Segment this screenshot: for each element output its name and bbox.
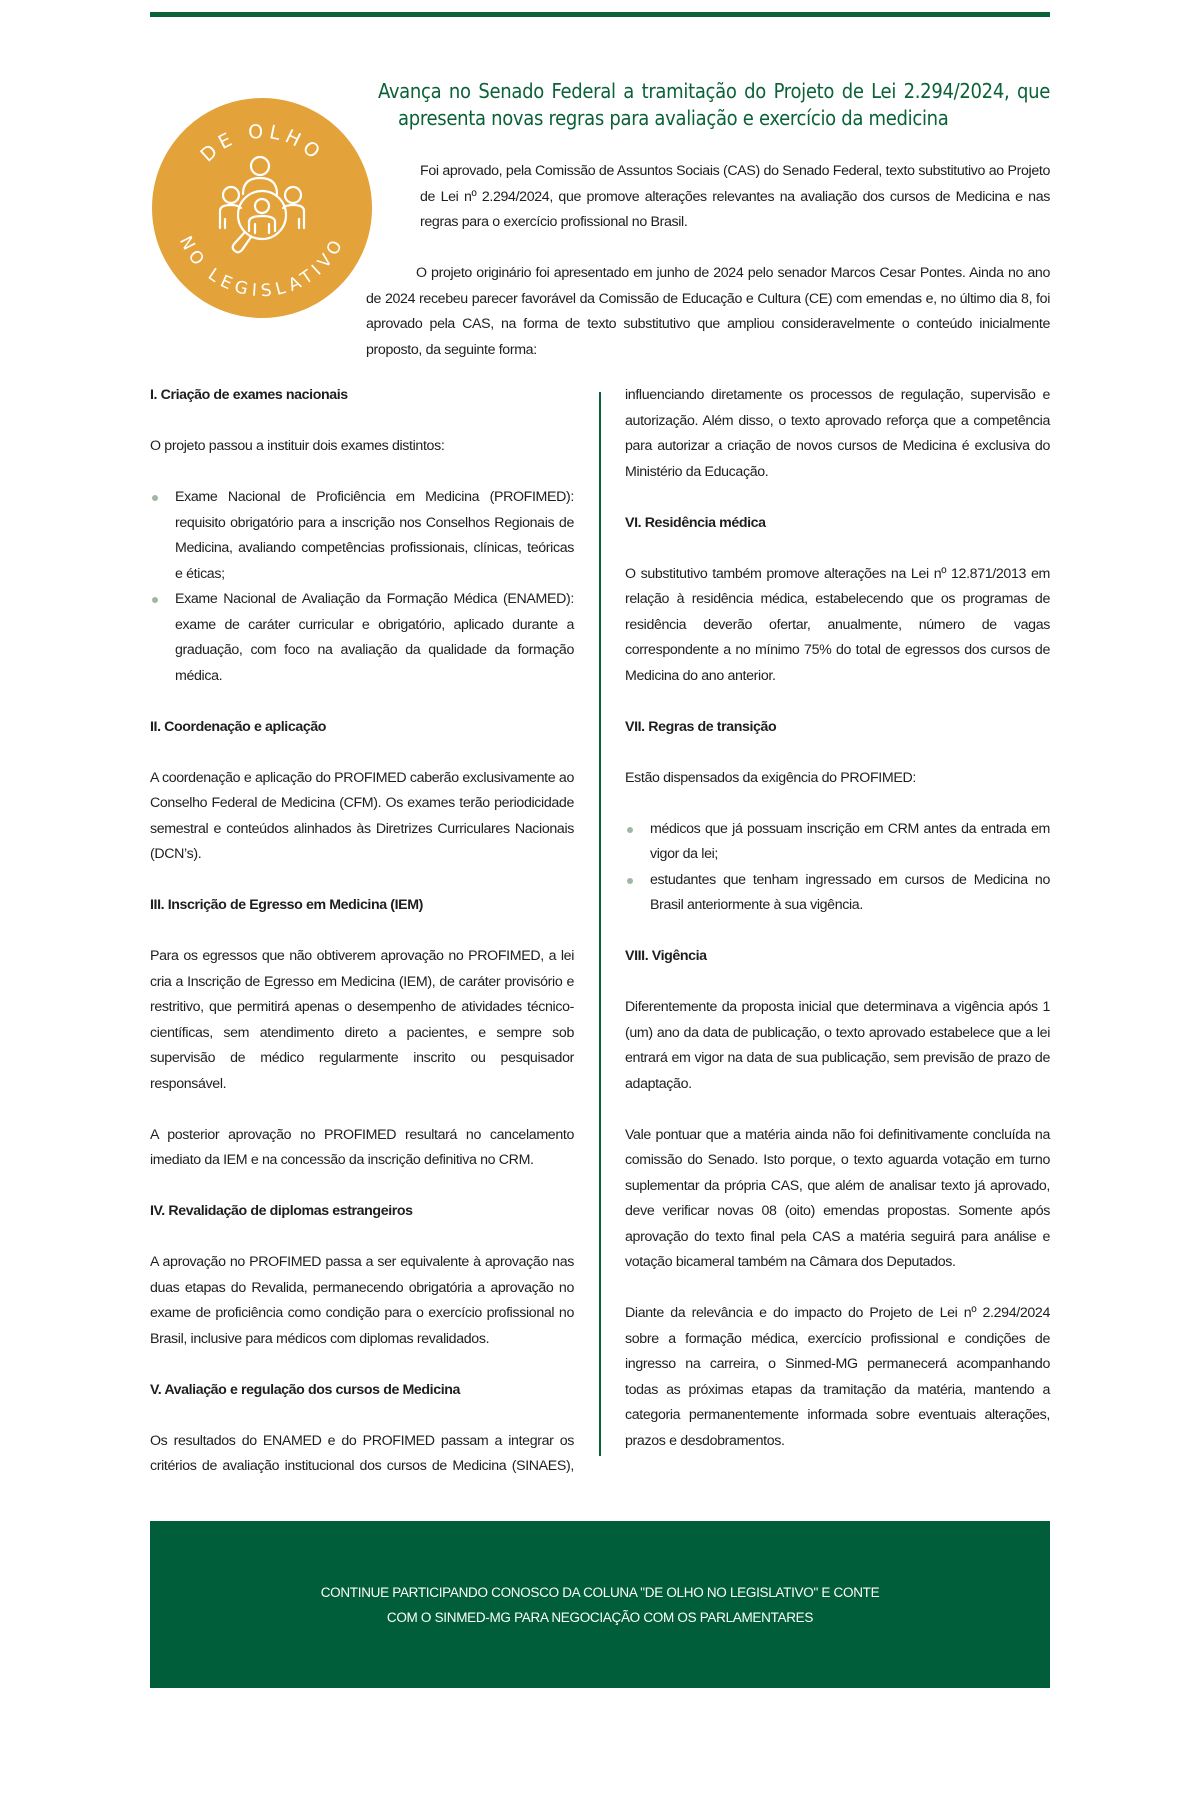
section-5-body-part-1: Os resultados do ENAMED e do PROFIMED passam a integrar os critérios de avaliação institucional dos cursos de Medicina (SINAES), [150, 1432, 574, 1474]
section-heading-8: VIII. Vigência [625, 948, 707, 964]
section-heading-1: I. Criação de exames nacionais [150, 387, 348, 403]
list-item: Exame Nacional de Proficiência em Medicina (PROFIMED): requisito obrigatório para a inscrição nos Conselhos Regionais de Medicina, avaliando competências profissionais, clínicas, teóricas e éticas; [150, 485, 574, 587]
badge-top-text: DE OLHO [196, 120, 328, 167]
right-column [625, 383, 1050, 1454]
section-heading-5: V. Avaliação e regulação dos cursos de Medicina [150, 1381, 461, 1398]
de-olho-no-legislativo-badge [152, 98, 372, 318]
section-8-body-1: Diferentemente da proposta inicial que determinava a vigência após 1 (um) ano da data de publicação, o texto aprovado estabelece que a lei entrará em vigor na data de sua publicação, sem previsão de prazo de adaptação. [625, 999, 1050, 1092]
section-4-body: A aprovação no PROFIMED passa a ser equivalente à aprovação nas duas etapas do Revalida, permanecendo obrigatória a aprovação no exame de proficiência como condição para o exercício profissional no Brasil, inclusive para médicos com diplomas revalidados. [150, 1254, 574, 1347]
bullet-icon [627, 827, 633, 833]
bullet-icon [152, 597, 158, 603]
section-7-intro: Estão dispensados da exigência do PROFIMED: [625, 769, 916, 786]
section-1-intro: O projeto passou a instituir dois exames distintos: [150, 438, 445, 454]
top-divider-bar [150, 12, 1050, 17]
footer-line-1: CONTINUE PARTICIPANDO CONOSCO DA COLUNA "DE OLHO NO LEGISLATIVO" E CONTE [320, 1584, 880, 1600]
section-8-body-2: Vale pontuar que a matéria ainda não foi definitivamente concluída na comissão do Senado. Isto porque, o texto aguarda votação em turno suplementar da própria CAS, que além de analisar texto já aprovado, deve verificar novas 08 (oito) emendas propostas. Somente após aprovação do texto final pela CAS a matéria seguirá para análise e votação bicameral também na Câmara dos Deputados. [625, 1126, 1050, 1270]
section-8-body-3: Diante da relevância e do impacto do Projeto de Lei nº 2.294/2024 sobre a formação médica, exercício profissional e condições de ingresso na carreira, o Sinmed-MG permanecerá acompanhando todas as próximas etapas da tramitação da matéria, mantendo a categoria permanentemente informada sobre eventuais alterações, prazos e desdobramentos. [625, 1305, 1050, 1449]
badge-bottom-text: NO LEGISLATIVO [175, 233, 349, 302]
footer-banner [150, 1521, 1050, 1688]
section-2-body: A coordenação e aplicação do PROFIMED caberão exclusivamente ao Conselho Federal de Medicina (CFM). Os exames terão periodicidade semestral e conteúdos alinhados às Diretrizes Curriculares Nacionais (DCN’s). [150, 769, 574, 862]
section-3-body-2: A posterior aprovação no PROFIMED resultará no cancelamento imediato da IEM e na concessão da inscrição definitiva no CRM. [150, 1126, 574, 1168]
column-divider [599, 392, 601, 1456]
intro-paragraph-1: Foi aprovado, pela Comissão de Assuntos Sociais (CAS) do Senado Federal, texto substitutivo ao Projeto de Lei nº 2.294/2024, que promove alterações relevantes na avaliação dos cursos de Medicina e nas regras para o exercício profissional no Brasil. [420, 163, 1050, 230]
article-title [378, 78, 1050, 132]
section-5-body-part-2: influenciando diretamente os processos de regulação, supervisão e autorização. Além disso, o texto aprovado reforça que a competência para autorizar a criação de novos cursos de Medicina é exclusiva do Ministério da Educação. [625, 387, 1050, 480]
section-heading-4: IV. Revalidação de diplomas estrangeiros [150, 1203, 413, 1219]
title-line-1: Avança no Senado Federal a tramitação do Projeto de Lei 2.294/2024, que [378, 79, 1050, 103]
section-heading-2: II. Coordenação e aplicação [150, 718, 327, 735]
bullet-icon [152, 495, 158, 501]
section-heading-3: III. Inscrição de Egresso em Medicina (IEM) [150, 897, 423, 913]
left-column [150, 383, 574, 1480]
title-line-2: apresenta novas regras para avaliação e exercício da medicina [398, 106, 949, 130]
list-item: médicos que já possuam inscrição em CRM antes da entrada em vigor da lei; [625, 817, 1050, 868]
bullet-icon [627, 878, 633, 884]
people-magnifier-icon [220, 157, 304, 252]
exams-list [150, 485, 574, 689]
section-6-body: O substitutivo também promove alterações na Lei nº 12.871/2013 em relação à residência médica, estabelecendo que os programas de residência deverão ofertar, anualmente, número de vagas correspondente a no mínimo 75% do total de egressos dos cursos de Medicina do ano anterior. [625, 565, 1050, 684]
list-item: estudantes que tenham ingressado em cursos de Medicina no Brasil anteriormente à sua vigência. [625, 868, 1050, 919]
intro-paragraph-2: O projeto originário foi apresentado em junho de 2024 pelo senador Marcos Cesar Pontes. Ainda no ano de 2024 recebeu parecer favorável da Comissão de Educação e Cultura (CE) com emendas e, no último dia 8, foi aprovado pela CAS, na forma de texto substitutivo que ampliou consideravelmente o conteúdo inicialmente proposto, da seguinte forma: [366, 265, 1050, 358]
badge-graphic [152, 98, 372, 318]
section-3-body-1: Para os egressos que não obtiverem aprovação no PROFIMED, a lei cria a Inscrição de Egresso em Medicina (IEM), de caráter provisório e restritivo, que permitirá apenas o desempenho de atividades técnico-científicas, sem atendimento direto a pacientes, e sempre sob supervisão de médico regularmente inscrito ou pesquisador responsável. [150, 948, 574, 1092]
transition-rules-list [625, 817, 1050, 919]
list-item: Exame Nacional de Avaliação da Formação Médica (ENAMED): exame de caráter curricular e obrigatório, aplicado durante a graduação, com foco na avaliação da qualidade da formação médica. [150, 587, 574, 689]
section-heading-6: VI. Residência médica [625, 514, 766, 531]
footer-line-2: COM O SINMED-MG PARA NEGOCIAÇÃO COM OS PARLAMENTARES [386, 1609, 814, 1625]
section-heading-7: VII. Regras de transição [625, 718, 777, 735]
